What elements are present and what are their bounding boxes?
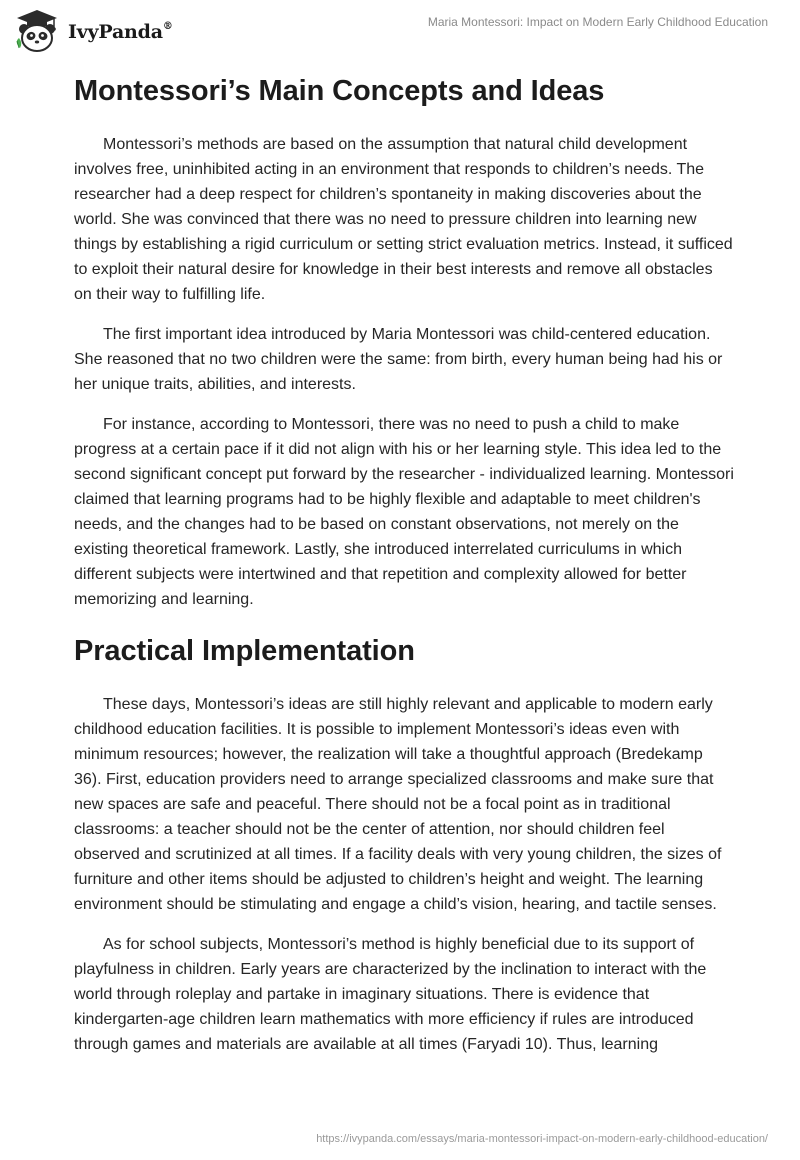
section-heading: Practical Implementation bbox=[74, 635, 415, 667]
brand-name: IvyPanda® bbox=[68, 20, 173, 43]
section-heading: Montessori’s Main Concepts and Ideas bbox=[74, 75, 605, 107]
paragraph: Montessori’s methods are based on the assumption that natural child development involves free, uninhibited acting in an environment that responds to children’s needs. The researcher had a deep respect for children’s spontaneity in making discoveries about the world. She was convinced that there was no need to pressure children into learning new things by establishing a rigid curriculum or setting strict evaluation metrics. Instead, it sufficed to exploit their natural desire for knowledge in their best interests and remove all obstacles on their way to fulfilling life. bbox=[74, 136, 733, 303]
paragraph: These days, Montessori’s ideas are still highly relevant and applicable to modern early childhood education facilities. It is possible to implement Montessori’s ideas even with minimum resources; however, the realization will take a thoughtful approach (Bredekamp 36). First, education providers need to arrange specialized classrooms and make sure that new spaces are safe and peaceful. There should not be a focal point as in traditional classrooms: a teacher should not be the center of attention, nor should children feel observed and scrutinized at all times. If a facility deals with very young children, the sizes of furniture and other items should be adjusted to children’s height and weight. The learning environment should be stimulating and engage a child’s vision, hearing, and tactile senses. bbox=[74, 696, 722, 913]
panda-icon bbox=[12, 8, 62, 54]
paragraph: As for school subjects, Montessori’s method is highly beneficial due to its support of playfulness in children. Early years are characterized by the inclination to interact with the world through roleplay and partake in imaginary situations. There is evidence that kindergarten-age children learn mathematics with more efficiency if rules are introduced through games and materials are available at all times (Faryadi 10). Thus, learning bbox=[74, 936, 707, 1053]
source-url[interactable]: https://ivypanda.com/essays/maria-montessori-impact-on-modern-early-childhood-education/ bbox=[316, 1133, 768, 1145]
ivypanda-logo[interactable] bbox=[12, 8, 173, 54]
paragraph: For instance, according to Montessori, there was no need to push a child to make progress at a certain pace if it did not align with his or her learning style. This idea led to the second significant concept put forward by the researcher - individualized learning. Montessori claimed that learning programs had to be highly flexible and adaptable to meet children's needs, and the changes had to be based on constant observations, not merely on the existing theoretical framework. Lastly, she introduced interrelated curriculums in which different subjects were intertwined and that repetition and complexity allowed for better memorizing and learning. bbox=[74, 416, 734, 608]
article-body bbox=[74, 72, 734, 1072]
page-header bbox=[0, 0, 800, 62]
paragraph: The first important idea introduced by Maria Montessori was child-centered education. She reasoned that no two children were the same: from birth, every human being had his or her unique traits, abilities, and interests. bbox=[74, 326, 723, 393]
document-title: Maria Montessori: Impact on Modern Early Childhood Education bbox=[427, 15, 768, 29]
